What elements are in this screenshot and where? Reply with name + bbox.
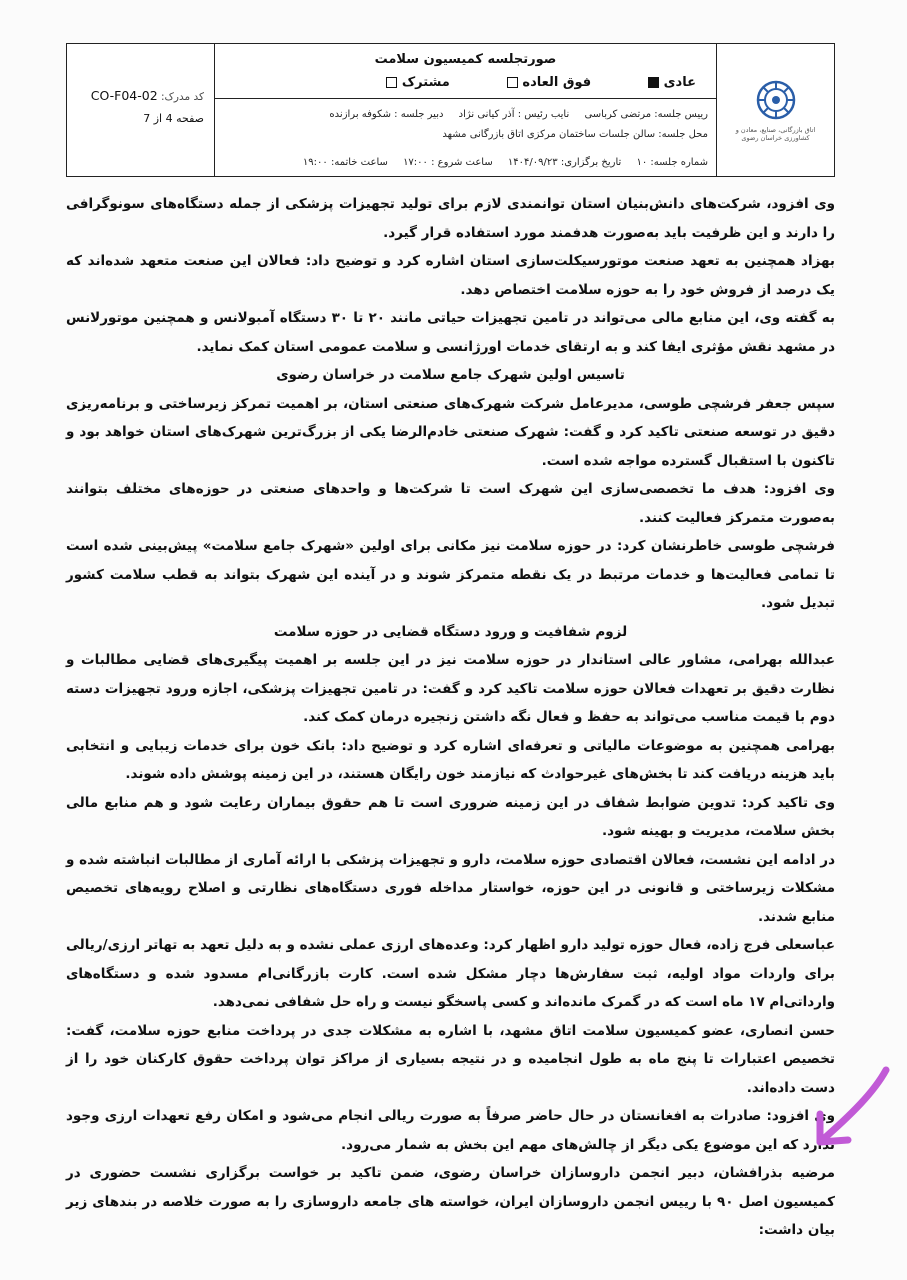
type-regular: عادی bbox=[643, 75, 696, 90]
title-row bbox=[215, 44, 716, 99]
paragraph: وی افزود: هدف ما تخصصی‌سازی این شهرک است تا شرکت‌ها و واحدهای صنعتی در حوزه‌های مختلف بتوانند به‌صورت متمرکز فعالیت کنند. bbox=[66, 481, 835, 526]
page-title: صورتجلسه کمیسیون سلامت bbox=[374, 52, 557, 67]
paragraph: وی افزود: صادرات به افغانستان در حال حاضر صرفاً به صورت ریالی انجام می‌شود و امکان رفع تعهدات ارزی وجود ندارد که این موضوع یکی دیگر از چالش‌های مهم این بخش به شمار می‌رود. bbox=[66, 1108, 835, 1153]
chair: رییس جلسه: مرتضی کرباسی bbox=[584, 109, 708, 120]
start-time: ساعت شروع : ۱۷:۰۰ bbox=[403, 157, 493, 168]
type-extraordinary: فوق العاده bbox=[502, 75, 591, 90]
paragraph: حسن انصاری، عضو کمیسیون سلامت اتاق مشهد، با اشاره به مشکلات جدی در پرداخت منابع حوزه سلامت، گفت: تخصیص اعتبارات تا پنج ماه به طول انجامیده و در نتیجه بسیاری از مراکز توان پرداخت حقوق کارکنان خود را از دست داده‌اند. bbox=[66, 1022, 835, 1096]
chamber-logo-icon bbox=[754, 78, 798, 122]
paragraph: فرشچی طوسی خاطرنشان کرد: در حوزه سلامت نیز مکانی برای اولین «شهرک جامع سلامت» پیش‌بینی شده است تا تمامی فعالیت‌ها و خدمات مرتبط در یک نقطه متمرکز شوند و در آینده این شهرک بتواند به قطب سلامت کشور تبدیل شود. bbox=[66, 538, 835, 611]
code-cell bbox=[67, 44, 215, 176]
meeting-types bbox=[215, 75, 696, 90]
end-time: ساعت خاتمه: ۱۹:۰۰ bbox=[302, 157, 388, 168]
paragraph: به گفته وی، این منابع مالی می‌تواند در تامین تجهیزات حیاتی مانند ۲۰ تا ۳۰ دستگاه آمبولانس و همچنین موتورلانس در مشهد نقش مؤثری ایفا کند و به ارتقای خدمات اورژانسی و سلامت عمومی استان کمک نماید. bbox=[66, 310, 835, 355]
paragraph: عباسعلی فرج زاده، فعال حوزه تولید دارو اظهار کرد: وعده‌های ارزی عملی نشده و به دلیل تعهد به تهاتر ارزی/ریالی برای واردات مواد اولیه، ثبت سفارش‌ها دچار مشکل شده است. کارت بازرگانی‌ام مسدود شده و دستگاه‌های وارداتی‌ام ۱۷ ماه است که در گمرک مانده‌اند و کسی پاسخگو نیست و راه حل شفافی نمی‌دهد. bbox=[66, 937, 835, 1010]
vice-chair: نایب رئیس : آذر کیانی نژاد bbox=[458, 109, 570, 120]
doc-code-label: کد مدرک: bbox=[161, 91, 204, 103]
info-line-3 bbox=[219, 157, 708, 168]
page-number: صفحه 4 از 7 bbox=[143, 112, 204, 125]
paragraph: در ادامه این نشست، فعالان اقتصادی حوزه سلامت، دارو و تجهیزات پزشکی با ارائه آماری از مطالبات انباشته شده و مشکلات زیرساختی و قانونی در این حوزه، خواستار مداخله فوری دستگاه‌های نظارتی و اصلاح رویه‌های تخصیص منابع شدند. bbox=[66, 851, 835, 925]
paragraph: وی تاکید کرد: تدوین ضوابط شفاف در این زمینه ضروری است تا هم حقوق بیماران رعایت شود و هم منابع مالی بخش سلامت، مدیریت و بهینه شود. bbox=[66, 794, 835, 839]
venue: محل جلسه: سالن جلسات ساختمان مرکزی اتاق بازرگانی مشهد bbox=[442, 129, 708, 140]
doc-code-row bbox=[91, 88, 204, 103]
paragraph: وی افزود، شرکت‌های دانش‌بنیان استان توانمندی لازم برای تولید تجهیزات پزشکی از جمله دستگاه‌های سونوگرافی را دارند و این ظرفیت باید به‌صورت هدفمند مورد استفاده قرار گیرد. bbox=[66, 196, 835, 241]
section-heading: تاسیس اولین شهرک جامع سلامت در خراسان رضوی bbox=[276, 367, 625, 383]
paragraph: سپس جعفر فرشچی طوسی، مدیرعامل شرکت شهرک‌های صنعتی استان، بر اهمیت تمرکز زیرساختی و برنامه‌ریزی دقیق در توسعه صنعتی تاکید کرد و گفت: شهرک صنعتی خادم‌الرضا یکی از بزرگ‌ترین شهرک‌های استان خواهد بود و تاکنون با استقبال گسترده مواجه شده است. bbox=[66, 395, 835, 469]
doc-code: CO-F04-02 bbox=[90, 88, 158, 103]
paragraph: بهرامی همچنین به موضوعات مالیاتی و تعرفه‌ای اشاره کرد و توضیح داد: بانک خون برای خدمات زیبایی و انتخابی باید هزینه دریافت کند تا بخش‌های غیرحوادث که نیازمند خون رایگان هستند، در این زمینه پوشش داده شوند. bbox=[66, 737, 835, 782]
checkbox-icon bbox=[507, 77, 518, 88]
checkbox-icon bbox=[386, 77, 397, 88]
document-body bbox=[66, 190, 835, 1245]
document-header bbox=[66, 43, 835, 177]
paragraph: بهزاد همچنین به تعهد صنعت موتورسیکلت‌سازی استان اشاره کرد و توضیح داد: فعالان این صنعت متعهد شده‌اند که یک درصد از فروش خود را به حوزه سلامت اختصاص دهد. bbox=[66, 253, 835, 298]
header-middle bbox=[215, 44, 716, 176]
section-heading: لزوم شفافیت و ورود دستگاه قضایی در حوزه سلامت bbox=[273, 623, 628, 640]
logo-text: اتاق بازرگانی، صنایع، معادن و کشاورزی خراسان رضوی bbox=[735, 126, 816, 142]
info-line-1 bbox=[219, 109, 708, 120]
paragraph: عبدالله بهرامی، مشاور عالی استاندار در حوزه سلامت نیز در این جلسه بر اهمیت پیگیری‌های قضایی مطالبات و نظارت دقیق بر تعهدات فعالان حوزه سلامت تاکید کرد و گفت: در تامین تجهیزات پزشکی، اجازه ورود تجهیزات دسته دوم با قیمت مناسب می‌تواند به حفظ و فعال نگه داشتن زنجیره درمان کمک کند. bbox=[66, 652, 835, 725]
meeting-date: تاریخ برگزاری: ۱۴۰۴/۰۹/۲۳ bbox=[507, 157, 622, 168]
checked-box-icon bbox=[648, 77, 659, 88]
paragraph: مرضیه بذرافشان، دبیر انجمن داروسازان خراسان رضوی، ضمن تاکید بر خواست برگزاری نشست حضوری در کمیسیون اصل ۹۰ با رییس انجمن داروسازان ایران، خواسته های جامعه داروسازی را به صورت خلاصه در بندهای زیر بیان داشت: bbox=[66, 1165, 835, 1238]
secretary: دبیر جلسه : شکوفه برازنده bbox=[329, 109, 444, 120]
arrow-pointer-icon bbox=[812, 1062, 896, 1148]
logo-cell bbox=[716, 44, 834, 176]
type-joint: مشترک bbox=[381, 75, 450, 90]
session-number: شماره جلسه: ۱۰ bbox=[636, 157, 708, 168]
